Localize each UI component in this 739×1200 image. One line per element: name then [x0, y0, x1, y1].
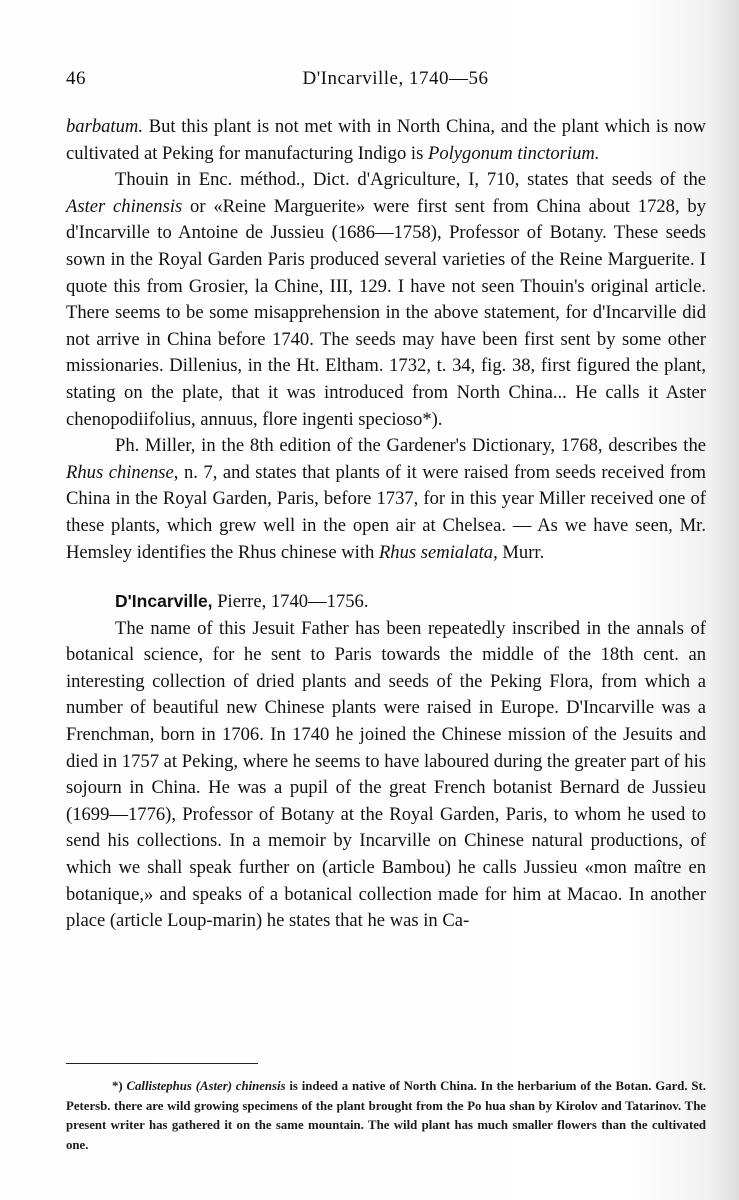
paragraph-3-text-c: , Murr. [493, 541, 545, 563]
paragraph-3-italic-a: Rhus chinense [66, 461, 174, 483]
section-heading-rest: Pierre, 1740—1756. [212, 591, 369, 613]
running-head: D'Incarville, 1740—56 [302, 68, 489, 89]
paragraph-4: The name of this Jesuit Father has been repeatedly inscribed in the annals of botanical science, for he sent to Paris towards the middle of the 18th cent. an interesting collection of dried plants and seeds of the Peking Flora, from which a number of beautiful new Chinese plants were raised in Europe. D'Incarville was a Frenchman, born in 1706. In 1740 he joined the Chinese mission of the Jesuits and died in 1757 at Peking, where he seems to have laboured during the greater part of his sojourn in China. He was a pupil of the great French botanist Bernard de Jussieu (1699—1776), Professor of Botany at the Royal Garden, Paris, to whom he used to send his collections. In a memoir by Incarville on Chinese natural productions, of which we shall speak further on (article Bambou) he calls Jussieu «mon maître en botanique,» and speaks of a botanical collection made for him at Macao. In another place (article Loup-marin) he states that he was in Ca- [66, 617, 706, 932]
paragraph-3-text-b: , n. 7, and states that plants of it were raised from seeds received from China in the Royal Garden, Paris, before 1737, for in this year Miller received one of these plants, which grew well in the open air at Chelsea. — As we have seen, Mr. Hemsley identifies the Rhus chinese with [66, 461, 706, 563]
section-heading [66, 588, 706, 616]
footnote-italic: Callistephus (Aster) chinensis [126, 1079, 286, 1093]
body-text [66, 114, 706, 935]
section-heading-name: D'Incarville, [115, 591, 213, 612]
paragraph-1 [66, 114, 706, 167]
paragraph-3-italic-b: Rhus semialata [378, 541, 494, 563]
page-header [66, 68, 705, 96]
paragraph-2-italic: Aster chinensis [66, 195, 183, 217]
footnote-marker: *) [112, 1079, 127, 1093]
footnote-divider [66, 1063, 258, 1064]
footnote-body: is indeed a native of North China. In the herbarium of the Botan. Gard. St. Petersb. there are wild growing specimens of the plant brought from the Po hua shan by Kirolov and Tatarinov. The present writer has gathered it on the same mountain. The wild plant has much smaller flowers than the cultivated one. [66, 1079, 706, 1152]
page-number: 46 [66, 68, 86, 89]
paragraph-3 [66, 433, 706, 566]
paragraph-1-italic-b: Polygonum tinctorium. [427, 142, 600, 164]
paragraph-2-text-a: Thouin in Enc. méthod., Dict. d'Agriculture, I, 710, states that seeds of the [115, 169, 706, 191]
paragraph-2 [66, 167, 706, 433]
paragraph-3-text-a: Ph. Miller, in the 8th edition of the Gardener's Dictionary, 1768, describes the [115, 435, 706, 457]
footnote-text [66, 1077, 706, 1155]
paragraph-1-text: But this plant is not met with in North China, and the plant which is now cultivated at Peking for manufacturing Indigo is [66, 116, 706, 164]
footnote [66, 1077, 706, 1155]
paragraph-1-italic-a: barbatum. [66, 116, 143, 137]
paragraph-2-text-b: or «Reine Marguerite» were first sent from China about 1728, by d'Incarville to Antoine de Jussieu (1686—1758), Professor of Botany. These seeds sown in the Royal Garden Paris produced several varieties of the Reine Marguerite. I quote this from Grosier, la Chine, III, 129. I have not seen Thouin's original article. There seems to be some misapprehension in the above statement, for d'Incarville did not arrive in China before 1740. The seeds may have been first sent by some other missionaries. Dillenius, in the Ht. Eltham. 1732, t. 34, fig. 38, first figured the plant, stating on the plate, that it was introduced from North China... He calls it Aster chenopodiifolius, annuus, flore ingenti specioso*). [66, 195, 706, 430]
